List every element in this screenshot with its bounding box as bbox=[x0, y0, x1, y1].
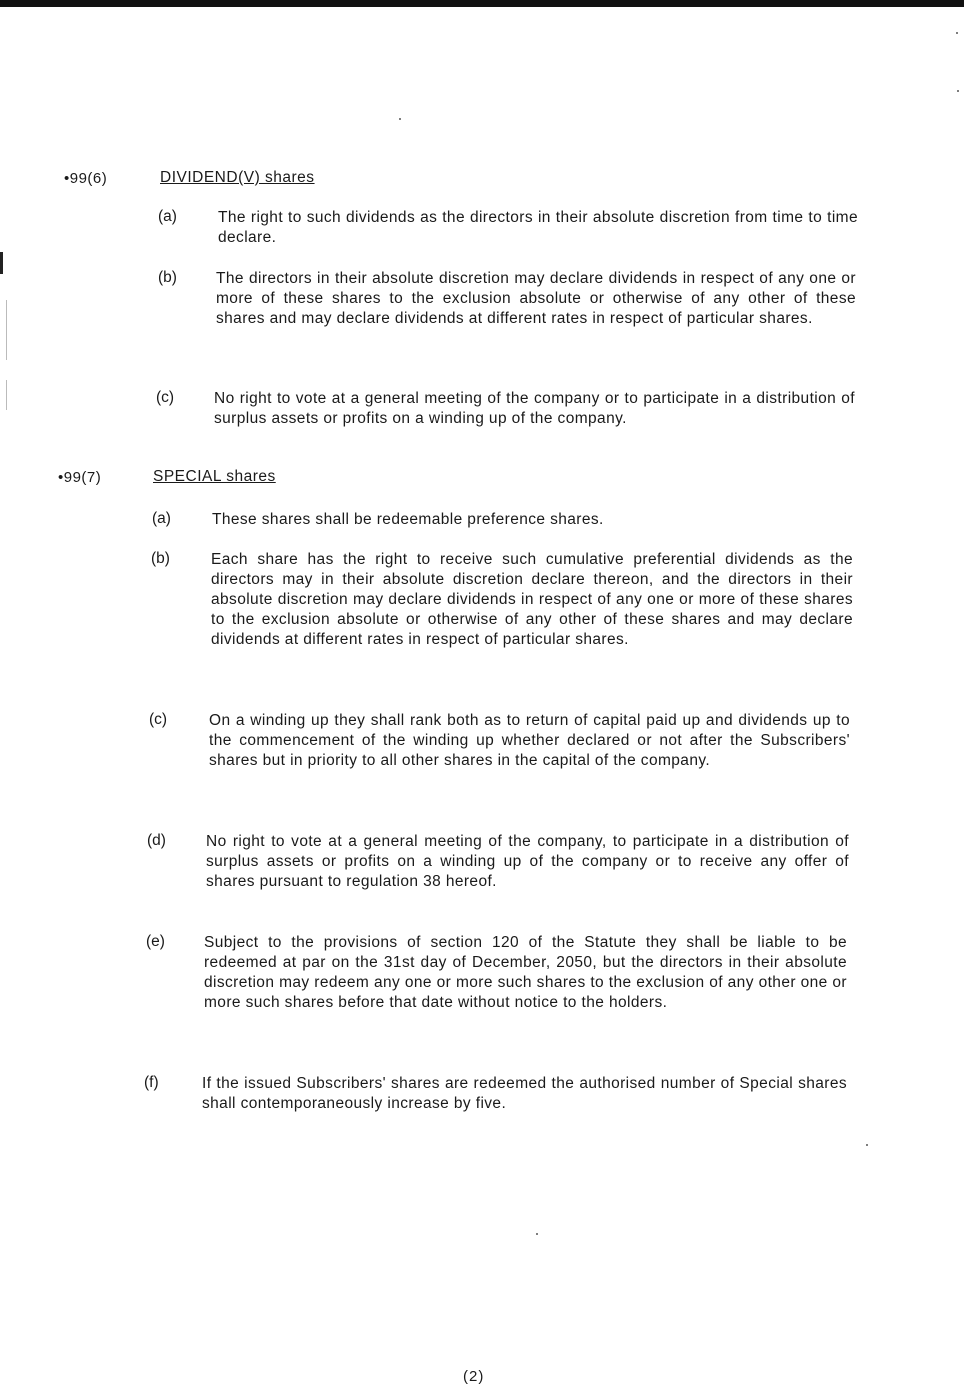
item-label: (f) bbox=[144, 1074, 159, 1091]
item-text: On a winding up they shall rank both as to return of capital paid up and dividends up to the commencement of the winding up whether declared or not after the Subscribers' shares but in priority to all other shares in the capital of the company. bbox=[209, 712, 850, 769]
item-label: (b) bbox=[151, 550, 170, 567]
item-label: (e) bbox=[146, 933, 165, 950]
item-text: Subject to the provisions of section 120 of the Statute they shall be liable to be redeemed at par on the 31st day of December, 2050, but the directors in their absolute discretion may redeem any one or more such shares to the exclusion of any other one or more such shares before that date without notice to the holders. bbox=[204, 934, 847, 1011]
item-text: These shares shall be redeemable preference shares. bbox=[212, 511, 604, 528]
scan-artifact bbox=[6, 380, 7, 410]
scan-speck bbox=[956, 32, 958, 34]
item-label: (a) bbox=[158, 208, 177, 225]
section-number: •99(6) bbox=[64, 170, 108, 187]
scan-speck bbox=[866, 1144, 868, 1146]
item-text: Each share has the right to receive such cumulative preferential dividends as the directors may in their absolute discretion declare thereon, and the directors in their absolute discretion may declare dividends in respect of any one or more of these shares to the exclusion absolute or otherwise of any other of these shares and may declare dividends at different rates in respect of particular shares. bbox=[211, 551, 853, 648]
scan-speck bbox=[536, 1233, 538, 1235]
scan-speck bbox=[957, 90, 959, 92]
item-label: (a) bbox=[152, 510, 171, 527]
section-title: DIVIDEND(V) shares bbox=[160, 169, 315, 186]
scan-edge-mark bbox=[0, 252, 3, 274]
item-text: The right to such dividends as the directors in their absolute discretion from time to time declare. bbox=[218, 209, 858, 246]
item-label: (c) bbox=[149, 711, 168, 728]
section-number: •99(7) bbox=[58, 469, 102, 486]
scan-artifact bbox=[6, 300, 7, 360]
scan-top-border bbox=[0, 0, 964, 7]
page-number: (2) bbox=[463, 1368, 485, 1385]
item-text: The directors in their absolute discretion may declare dividends in respect of any one or more of these shares to the exclusion absolute or otherwise of any other of these shares and may declare dividends at different rates in respect of particular shares. bbox=[216, 270, 856, 327]
item-label: (d) bbox=[147, 832, 166, 849]
item-text: No right to vote at a general meeting of the company, to participate in a distribution of surplus assets or profits on a winding up of the company or to receive any offer of shares pursuant to regulation 38 hereof. bbox=[206, 833, 849, 890]
section-title: SPECIAL shares bbox=[153, 468, 276, 485]
item-label: (c) bbox=[156, 389, 175, 406]
item-label: (b) bbox=[158, 269, 177, 286]
item-text: If the issued Subscribers' shares are redeemed the authorised number of Special shares shall contemporaneously increase by five. bbox=[202, 1075, 847, 1112]
item-text: No right to vote at a general meeting of the company or to participate in a distribution of surplus assets or profits on a winding up of the company. bbox=[214, 390, 855, 427]
scan-speck bbox=[399, 118, 401, 120]
